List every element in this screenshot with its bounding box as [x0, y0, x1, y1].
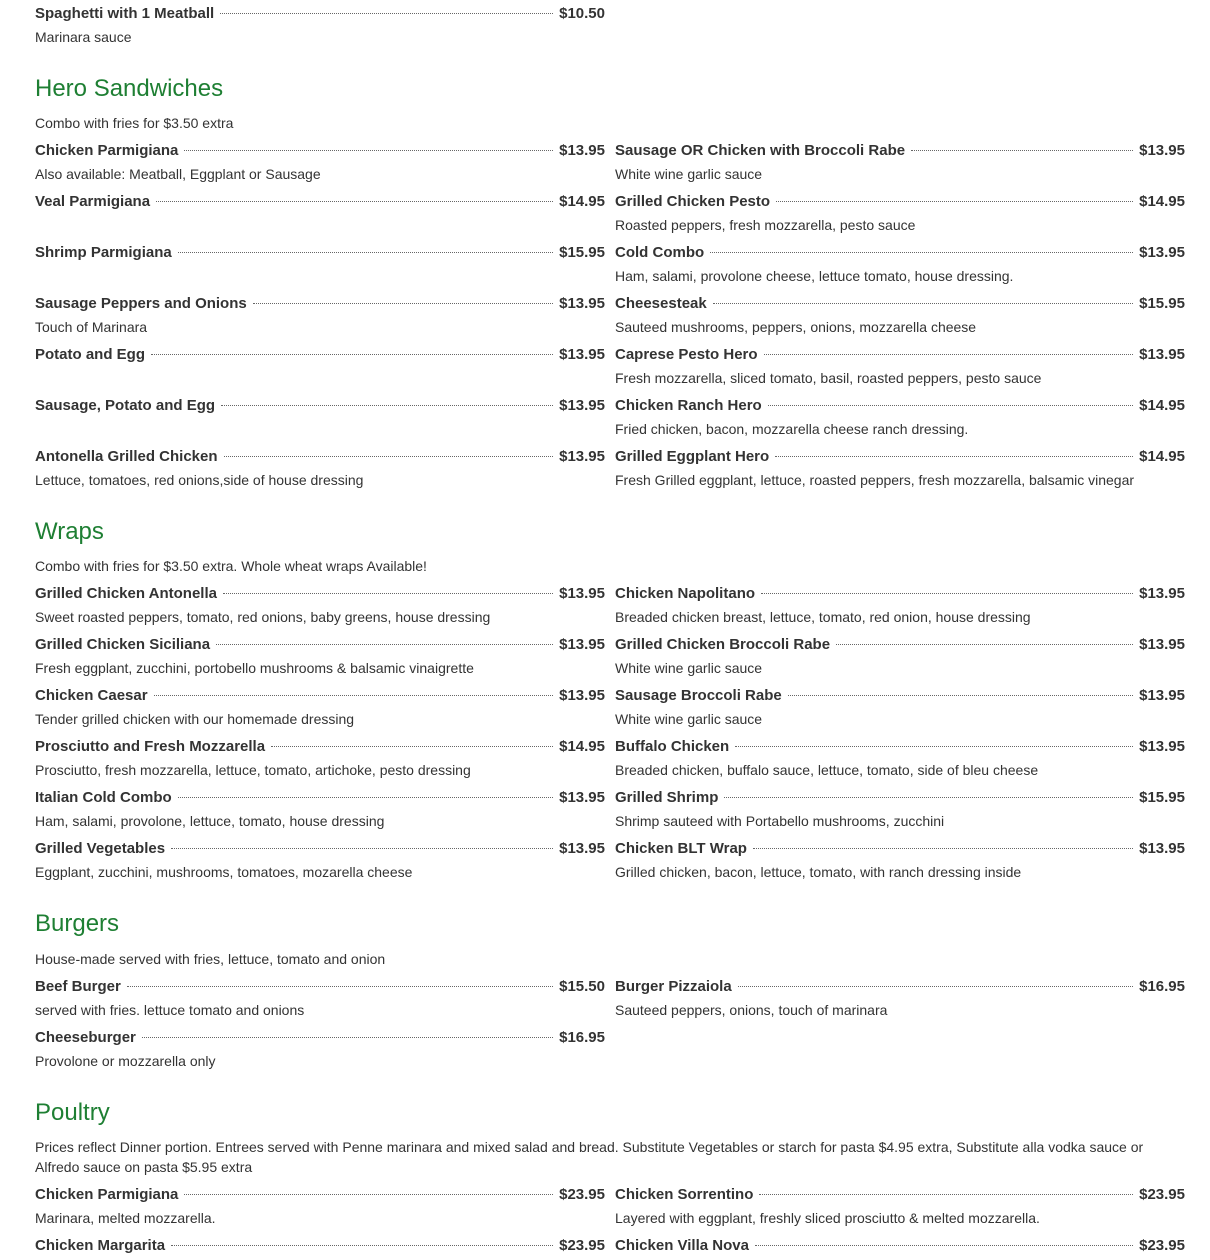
menu-item [35, 346, 605, 369]
menu-item-header [35, 978, 605, 1000]
menu-item-price: $14.95 [1139, 397, 1185, 414]
menu-item-price: $16.95 [559, 1029, 605, 1046]
menu-item-price: $13.95 [559, 346, 605, 363]
menu-item-name: Chicken Sorrentino [615, 1186, 754, 1203]
menu-item-name: Chicken Napolitano [615, 585, 756, 602]
menu-item-price: $13.95 [1139, 244, 1185, 261]
menu-item-description: Breaded chicken, buffalo sauce, lettuce, tomato, side of bleu cheese [615, 762, 1039, 778]
menu-item-description: Ham, salami, provolone cheese, lettuce tomato, house dressing. [615, 268, 1014, 284]
section-title-hero-sandwiches: Hero Sandwiches [35, 75, 224, 102]
menu-item [35, 397, 605, 420]
menu-item-description: Also available: Meatball, Eggplant or Sausage [35, 166, 321, 182]
menu-item-name: Cheeseburger [35, 1029, 136, 1046]
menu-item [35, 448, 605, 489]
menu-item-name: Chicken Villa Nova [615, 1237, 749, 1254]
menu-item-price: $13.95 [1139, 738, 1185, 755]
menu-item-header [35, 789, 605, 811]
menu-item-name: Grilled Chicken Broccoli Rabe [615, 636, 831, 653]
menu-item-description: White wine garlic sauce [615, 166, 763, 182]
menu-item-price: $13.95 [559, 448, 605, 465]
menu-item [35, 193, 605, 216]
menu-item-description: Marinara sauce [35, 29, 132, 45]
menu-item [615, 142, 1185, 183]
menu-item-name: Cheesesteak [615, 295, 707, 312]
menu-item-price: $14.95 [1139, 193, 1185, 210]
dot-leader [776, 201, 1133, 202]
section-note-poultry: Prices reflect Dinner portion. Entrees served with Penne marinara and mixed salad and bread. Substitute Vegetables or starch for pasta $4.95 extra, Substitute alla vodka sauce or Alfredo sauce on pasta $5.95 extra [35, 1139, 1144, 1175]
menu-item-name: Grilled Eggplant Hero [615, 448, 770, 465]
menu-item-header [615, 448, 1185, 470]
menu-item-header [35, 1029, 605, 1051]
menu-item [35, 1186, 605, 1227]
menu-item-header [615, 193, 1185, 215]
menu-item-description: Fried chicken, bacon, mozzarella cheese ranch dressing. [615, 421, 969, 437]
dot-leader [710, 252, 1133, 253]
menu-item [35, 789, 605, 830]
menu-item-description: Sauteed peppers, onions, touch of marinara [615, 1002, 888, 1018]
menu-item [615, 978, 1185, 1019]
menu-item-description: Fresh Grilled eggplant, lettuce, roasted peppers, fresh mozzarella, balsamic vinegar [615, 472, 1135, 488]
menu-item-name: Sausage, Potato and Egg [35, 397, 216, 414]
dot-leader [764, 354, 1134, 355]
menu-item-name: Buffalo Chicken [615, 738, 730, 755]
menu-item-header [615, 346, 1185, 368]
menu-item-header [615, 636, 1185, 658]
menu-item-description: Fresh eggplant, zucchini, portobello mushrooms & balsamic vinaigrette [35, 660, 474, 676]
menu-item-price: $13.95 [559, 789, 605, 806]
menu-item-header [35, 193, 605, 215]
menu-item-description: Marinara, melted mozzarella. [35, 1210, 216, 1226]
dot-leader [724, 797, 1133, 798]
menu-item-header [615, 142, 1185, 164]
dot-leader [224, 456, 554, 457]
dot-leader [142, 1037, 553, 1038]
menu-item-description: Tender grilled chicken with our homemade dressing [35, 711, 355, 727]
menu-item-price: $10.50 [559, 5, 605, 22]
menu-item-header [615, 244, 1185, 266]
menu-item-header [35, 5, 605, 27]
dot-leader [151, 354, 553, 355]
dot-leader [178, 797, 553, 798]
menu-item [35, 840, 605, 881]
menu-item-name: Italian Cold Combo [35, 789, 172, 806]
menu-item-price: $23.95 [559, 1186, 605, 1203]
menu-item [615, 840, 1185, 881]
menu-item-header [35, 636, 605, 658]
menu-item-header [35, 585, 605, 607]
menu-item [615, 1186, 1185, 1227]
menu-item-price: $13.95 [1139, 346, 1185, 363]
menu-item-description: Shrimp sauteed with Portabello mushrooms, zucchini [615, 813, 945, 829]
menu-item [35, 585, 605, 626]
menu-item-description: White wine garlic sauce [615, 660, 763, 676]
menu-item [615, 738, 1185, 779]
menu-item-name: Sausage Peppers and Onions [35, 295, 247, 312]
menu-item-description: Layered with eggplant, freshly sliced prosciutto & melted mozzarella. [615, 1210, 1040, 1226]
menu-item [615, 193, 1185, 234]
dot-leader [221, 405, 553, 406]
menu-item-description: Lettuce, tomatoes, red onions,side of house dressing [35, 472, 364, 488]
menu-item-header [615, 397, 1185, 419]
menu-item-name: Shrimp Parmigiana [35, 244, 172, 261]
menu-item-price: $13.95 [559, 585, 605, 602]
menu-item [615, 295, 1185, 336]
menu-item [615, 448, 1185, 489]
menu-item-header [35, 142, 605, 164]
menu-item-description: Ham, salami, provolone, lettuce, tomato, house dressing [35, 813, 385, 829]
menu-item-name: Veal Parmigiana [35, 193, 151, 210]
menu-item-name: Prosciutto and Fresh Mozzarella [35, 738, 266, 755]
menu-item-description: Touch of Marinara [35, 319, 148, 335]
menu-item-description: Breaded chicken breast, lettuce, tomato, red onion, house dressing [615, 609, 1031, 625]
menu-item-description: Provolone or mozzarella only [35, 1053, 216, 1069]
dot-leader [171, 1245, 553, 1246]
menu-item-name: Burger Pizzaiola [615, 978, 732, 995]
menu-item-price: $13.95 [559, 636, 605, 653]
menu-item [35, 1029, 605, 1070]
menu-item-name: Caprese Pesto Hero [615, 346, 758, 363]
menu-item-price: $13.95 [1139, 142, 1185, 159]
menu-item [615, 1237, 1185, 1260]
menu-item-header [615, 687, 1185, 709]
menu-item [615, 789, 1185, 830]
menu-item-description: Eggplant, zucchini, mushrooms, tomatoes, mozarella cheese [35, 864, 413, 880]
menu-item-header [615, 840, 1185, 862]
dot-leader [761, 593, 1133, 594]
menu-item-price: $14.95 [1139, 448, 1185, 465]
dot-leader [735, 746, 1133, 747]
menu-item-price: $13.95 [1139, 687, 1185, 704]
dot-leader [216, 644, 553, 645]
dot-leader [755, 1245, 1133, 1246]
menu-item [35, 295, 605, 336]
menu-item-price: $13.95 [1139, 636, 1185, 653]
section-note-wraps: Combo with fries for $3.50 extra. Whole wheat wraps Available! [35, 558, 427, 574]
menu-item-name: Potato and Egg [35, 346, 145, 363]
dot-leader [184, 150, 553, 151]
dot-leader [220, 13, 553, 14]
menu-item-header [35, 397, 605, 419]
menu-item-price: $14.95 [559, 193, 605, 210]
menu-item-description: served with fries. lettuce tomato and onions [35, 1002, 305, 1018]
menu-item-price: $23.95 [559, 1237, 605, 1254]
dot-leader [171, 848, 553, 849]
menu-item-price: $15.95 [1139, 789, 1185, 806]
menu-item-header [35, 244, 605, 266]
menu-item-header [615, 585, 1185, 607]
menu-item-price: $15.95 [559, 244, 605, 261]
menu-item-header [615, 978, 1185, 1000]
menu-item-header [35, 840, 605, 862]
menu-item-price: $13.95 [1139, 840, 1185, 857]
menu-item-price: $13.95 [559, 142, 605, 159]
dot-leader [713, 303, 1133, 304]
menu-item-header [615, 738, 1185, 760]
menu-item-header [35, 346, 605, 368]
menu-item-name: Antonella Grilled Chicken [35, 448, 218, 465]
menu-item-price: $13.95 [559, 295, 605, 312]
menu-item-name: Sausage OR Chicken with Broccoli Rabe [615, 142, 906, 159]
dot-leader [753, 848, 1133, 849]
menu-item-header [35, 738, 605, 760]
menu-item-price: $15.95 [1139, 295, 1185, 312]
menu-item [615, 636, 1185, 677]
menu-item-name: Grilled Vegetables [35, 840, 166, 857]
dot-leader [738, 986, 1133, 987]
menu-item-name: Chicken Caesar [35, 687, 148, 704]
menu-item-price: $16.95 [1139, 978, 1185, 995]
menu-item-name: Chicken BLT Wrap [615, 840, 747, 857]
section-title-wraps: Wraps [35, 518, 104, 545]
dot-leader [178, 252, 553, 253]
menu-item-price: $23.95 [1139, 1186, 1185, 1203]
dot-leader [223, 593, 553, 594]
menu-item [615, 585, 1185, 626]
dot-leader [759, 1194, 1133, 1195]
dot-leader [768, 405, 1133, 406]
menu-item-price: $23.95 [1139, 1237, 1185, 1254]
menu-item-name: Grilled Chicken Antonella [35, 585, 217, 602]
dot-leader [836, 644, 1133, 645]
dot-leader [775, 456, 1133, 457]
menu-item-header [35, 1186, 605, 1208]
menu-item [615, 687, 1185, 728]
menu-item-price: $13.95 [559, 840, 605, 857]
menu-item-price: $13.95 [559, 687, 605, 704]
menu-item [35, 978, 605, 1019]
menu-item [35, 636, 605, 677]
dot-leader [911, 150, 1133, 151]
menu-item-header [615, 1186, 1185, 1208]
section-note-burgers: House-made served with fries, lettuce, tomato and onion [35, 951, 386, 967]
dot-leader [271, 746, 553, 747]
menu-item-name: Grilled Chicken Siciliana [35, 636, 211, 653]
menu-item-price: $15.50 [559, 978, 605, 995]
menu-item-name: Cold Combo [615, 244, 705, 261]
menu-item-name: Sausage Broccoli Rabe [615, 687, 782, 704]
menu-item-name: Spaghetti with 1 Meatball [35, 5, 215, 22]
menu-item-name: Chicken Margarita [35, 1237, 166, 1254]
menu-item [35, 244, 605, 267]
menu-item-header [35, 687, 605, 709]
menu-item-description: White wine garlic sauce [615, 711, 763, 727]
menu-item [35, 738, 605, 779]
menu-item-header [615, 789, 1185, 811]
dot-leader [253, 303, 553, 304]
dot-leader [184, 1194, 553, 1195]
menu-item-description: Grilled chicken, bacon, lettuce, tomato, with ranch dressing inside [615, 864, 1022, 880]
menu-item [615, 397, 1185, 438]
menu-item [35, 5, 605, 46]
menu-item-header [615, 295, 1185, 317]
menu-item [615, 244, 1185, 285]
dot-leader [154, 695, 554, 696]
menu-item-header [35, 448, 605, 470]
menu-item-description: Sweet roasted peppers, tomato, red onions, baby greens, house dressing [35, 609, 491, 625]
menu-item [615, 346, 1185, 387]
menu-item [35, 687, 605, 728]
menu-item-price: $13.95 [1139, 585, 1185, 602]
menu-item-price: $13.95 [559, 397, 605, 414]
menu-item-name: Grilled Chicken Pesto [615, 193, 771, 210]
menu-item-header [35, 1237, 605, 1259]
menu-item-header [35, 295, 605, 317]
menu-item-name: Chicken Ranch Hero [615, 397, 762, 414]
menu-item-description: Roasted peppers, fresh mozzarella, pesto sauce [615, 217, 916, 233]
menu-item-name: Grilled Shrimp [615, 789, 719, 806]
menu-item-name: Chicken Parmigiana [35, 1186, 179, 1203]
section-title-burgers: Burgers [35, 910, 120, 937]
section-note-hero-sandwiches: Combo with fries for $3.50 extra [35, 115, 234, 131]
dot-leader [156, 201, 553, 202]
menu-item-name: Beef Burger [35, 978, 121, 995]
menu-item [35, 142, 605, 183]
dot-leader [127, 986, 553, 987]
menu-item-description: Fresh mozzarella, sliced tomato, basil, roasted peppers, pesto sauce [615, 370, 1042, 386]
menu-item [35, 1237, 605, 1260]
menu-item-description: Prosciutto, fresh mozzarella, lettuce, tomato, artichoke, pesto dressing [35, 762, 471, 778]
menu-item-name: Chicken Parmigiana [35, 142, 179, 159]
dot-leader [788, 695, 1133, 696]
menu-item-price: $14.95 [559, 738, 605, 755]
menu-item-header [615, 1237, 1185, 1259]
menu-item-description: Sauteed mushrooms, peppers, onions, mozzarella cheese [615, 319, 977, 335]
section-title-poultry: Poultry [35, 1099, 110, 1126]
